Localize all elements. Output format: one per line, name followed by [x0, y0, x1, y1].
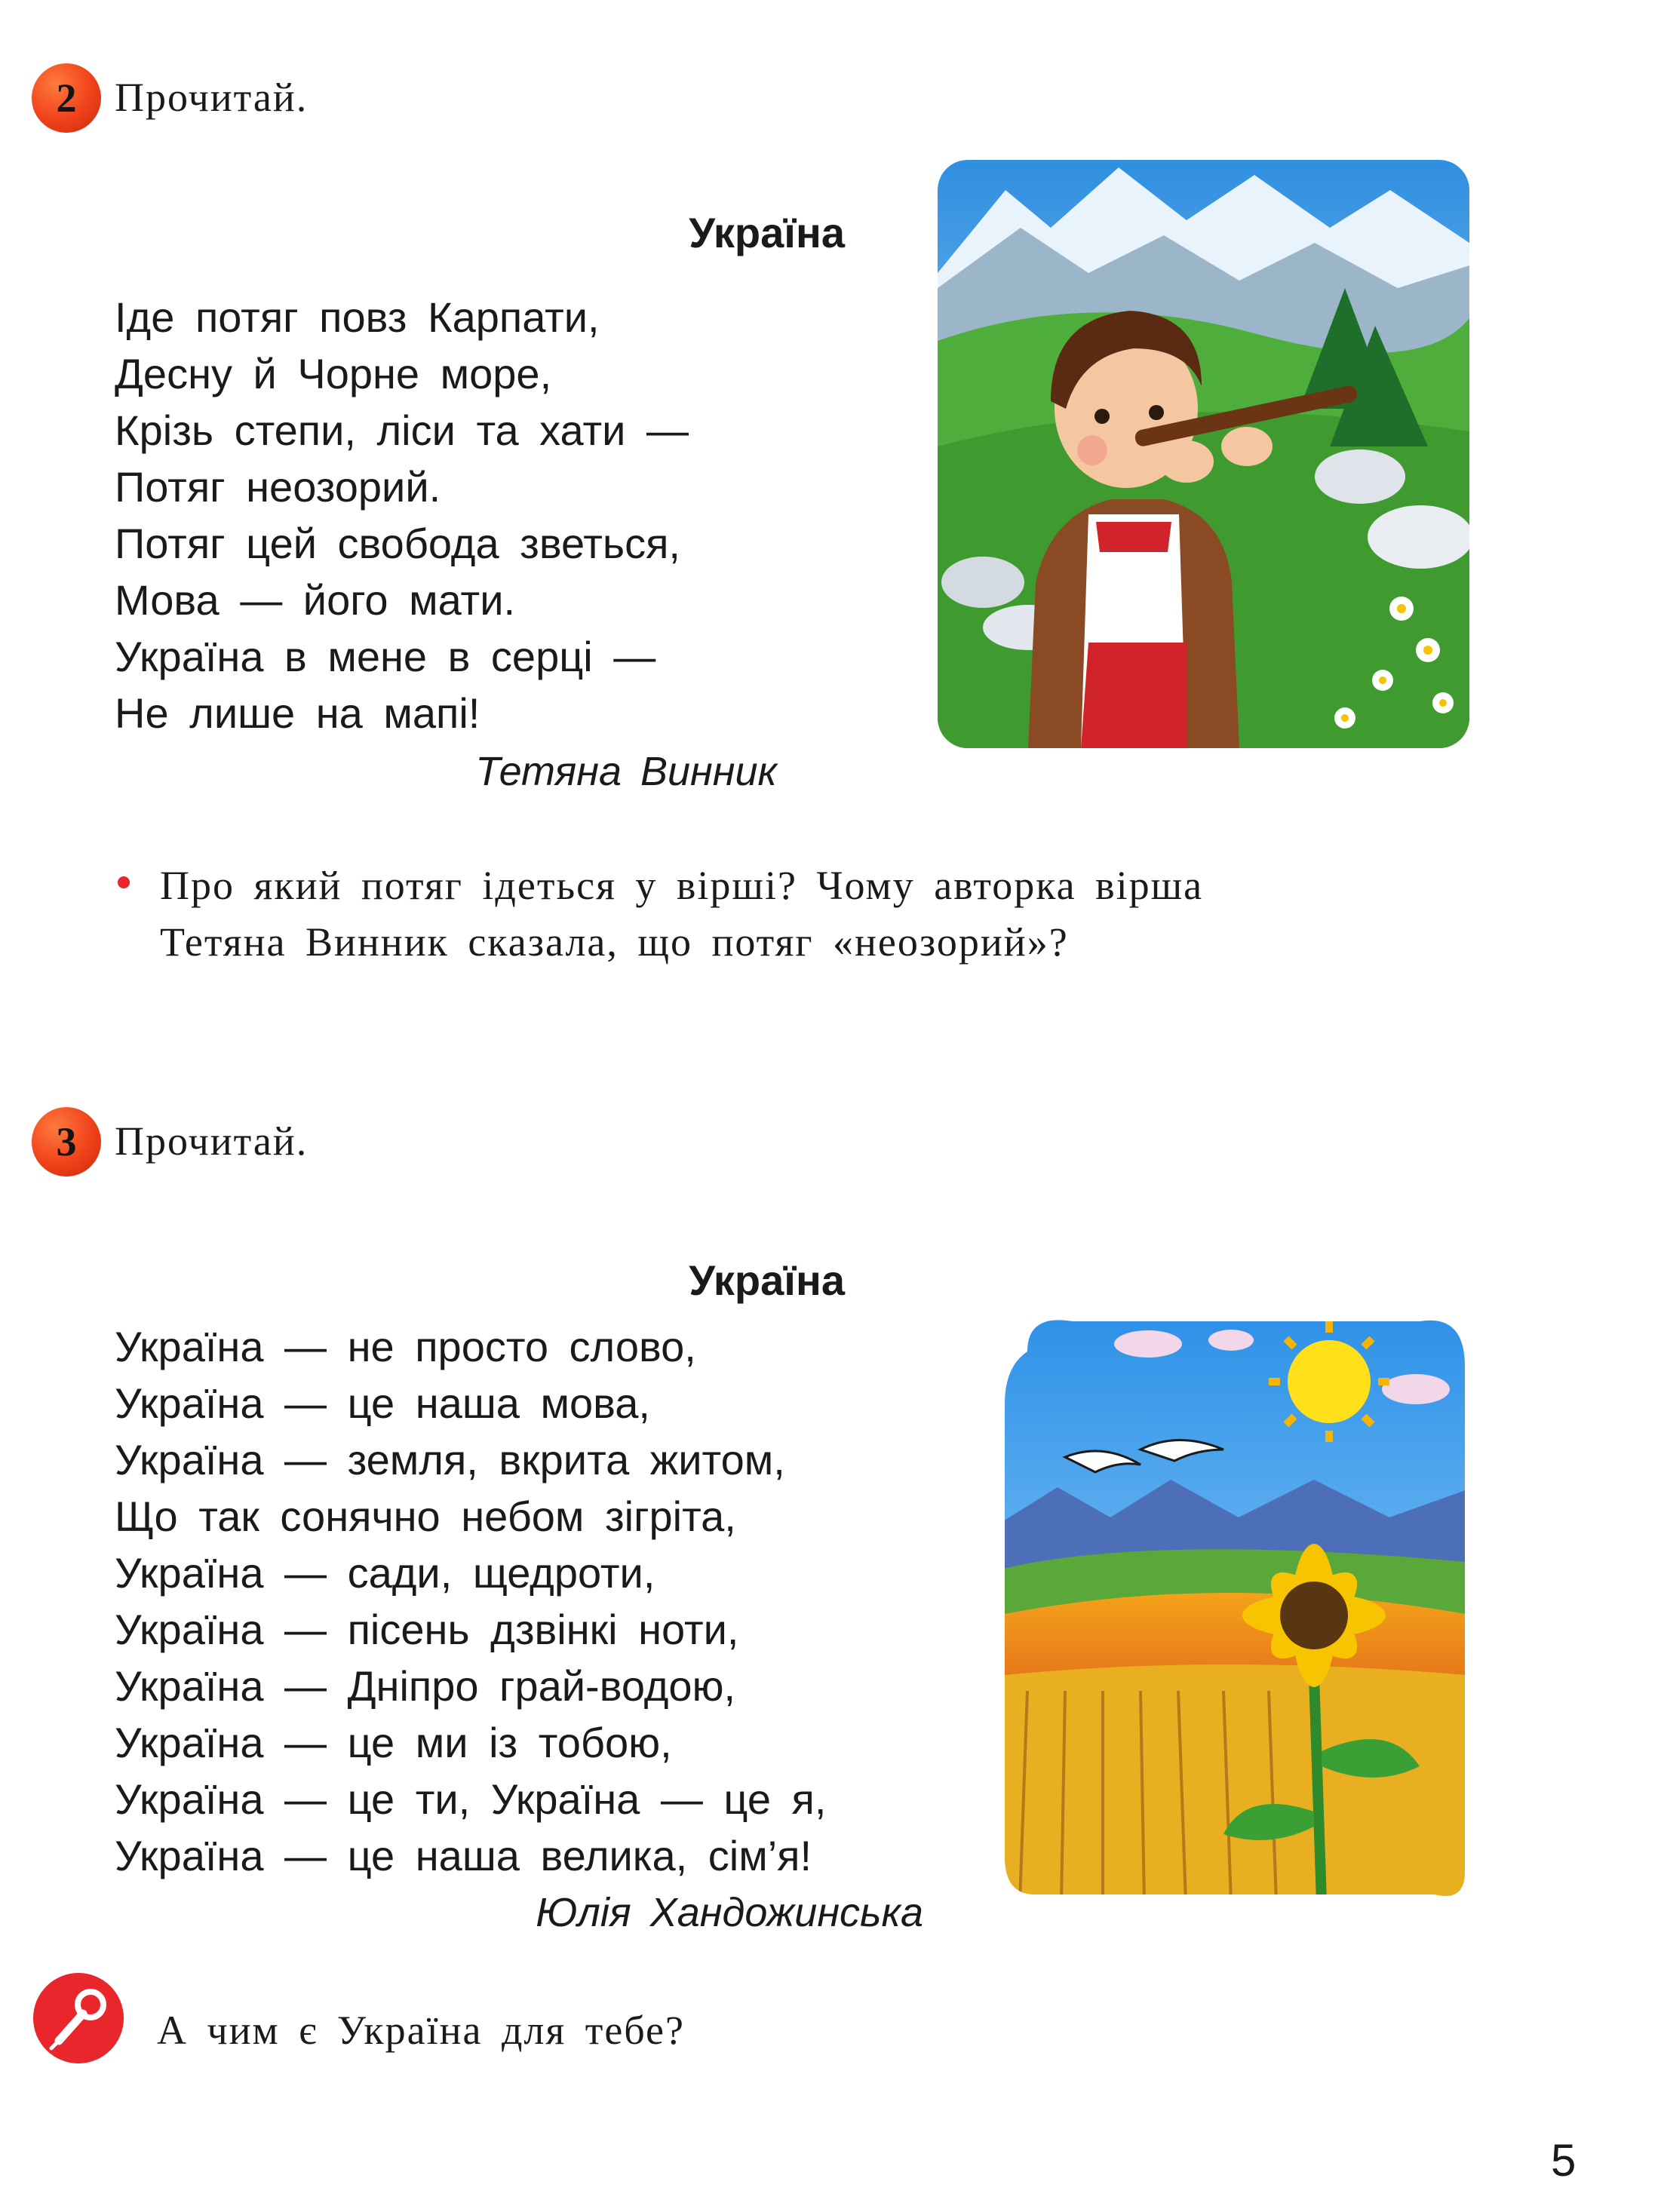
question-line: Тетяна Винник сказала, що потяг «неозорий»?: [160, 919, 1069, 965]
poem-line: Україна — це ти, Україна — це я,: [115, 1775, 827, 1823]
poem-line: Потяг неозорий.: [115, 463, 441, 511]
poem-text: [115, 289, 689, 741]
poem-line: Україна — пісень дзвінкі ноти,: [115, 1606, 739, 1653]
poem-line: Що так сонячно небом зігріта,: [115, 1493, 736, 1540]
poem-line: Україна — земля, вкрита житом,: [115, 1436, 785, 1483]
page-number: 5: [1551, 2135, 1577, 2186]
poem-line: Україна — це наша велика, сім’я!: [115, 1832, 812, 1879]
task-number-badge: 3: [32, 1107, 101, 1177]
task-instruction: Прочитай.: [115, 75, 309, 120]
task-instruction: Прочитай.: [115, 1118, 309, 1164]
poem-title: Україна: [689, 1256, 845, 1304]
poem-line: Мова — його мати.: [115, 576, 516, 624]
poem-line: Україна — не просто слово,: [115, 1323, 696, 1370]
poem-line: Україна в мене в серці —: [115, 633, 656, 680]
poem-author: Тетяна Винник: [475, 749, 777, 794]
poem-author: Юлія Хандожинська: [536, 1890, 923, 1935]
poem-line: Україна — це ми із тобою,: [115, 1719, 672, 1766]
discussion-question: [160, 857, 1203, 971]
poem-title: Україна: [689, 209, 845, 256]
speaking-question: А чим є Україна для тебе?: [157, 2008, 685, 2053]
poem-line: Не лише на мапі!: [115, 689, 480, 737]
poem-line: Крізь степи, ліси та хати —: [115, 407, 689, 454]
question-bullet: [118, 876, 130, 888]
poem-line: Іде потяг повз Карпати,: [115, 293, 600, 341]
task-number-badge: 2: [32, 63, 101, 133]
poem-line: Україна — сади, щедроти,: [115, 1549, 655, 1597]
poem-line: Україна — це наша мова,: [115, 1379, 650, 1427]
poem-line: Десну й Чорне море,: [115, 350, 552, 397]
poem-line: Україна — Дніпро грай-водою,: [115, 1662, 736, 1710]
microphone-icon: [30, 1970, 127, 2066]
sunflower-field-illustration: [997, 1299, 1474, 1902]
question-line: Про який потяг ідеться у вірші? Чому авторка вірша: [160, 863, 1204, 908]
poem-line: Потяг цей свобода зветься,: [115, 520, 680, 567]
boy-with-flute-illustration: [938, 160, 1469, 748]
poem-text: [115, 1318, 826, 1884]
